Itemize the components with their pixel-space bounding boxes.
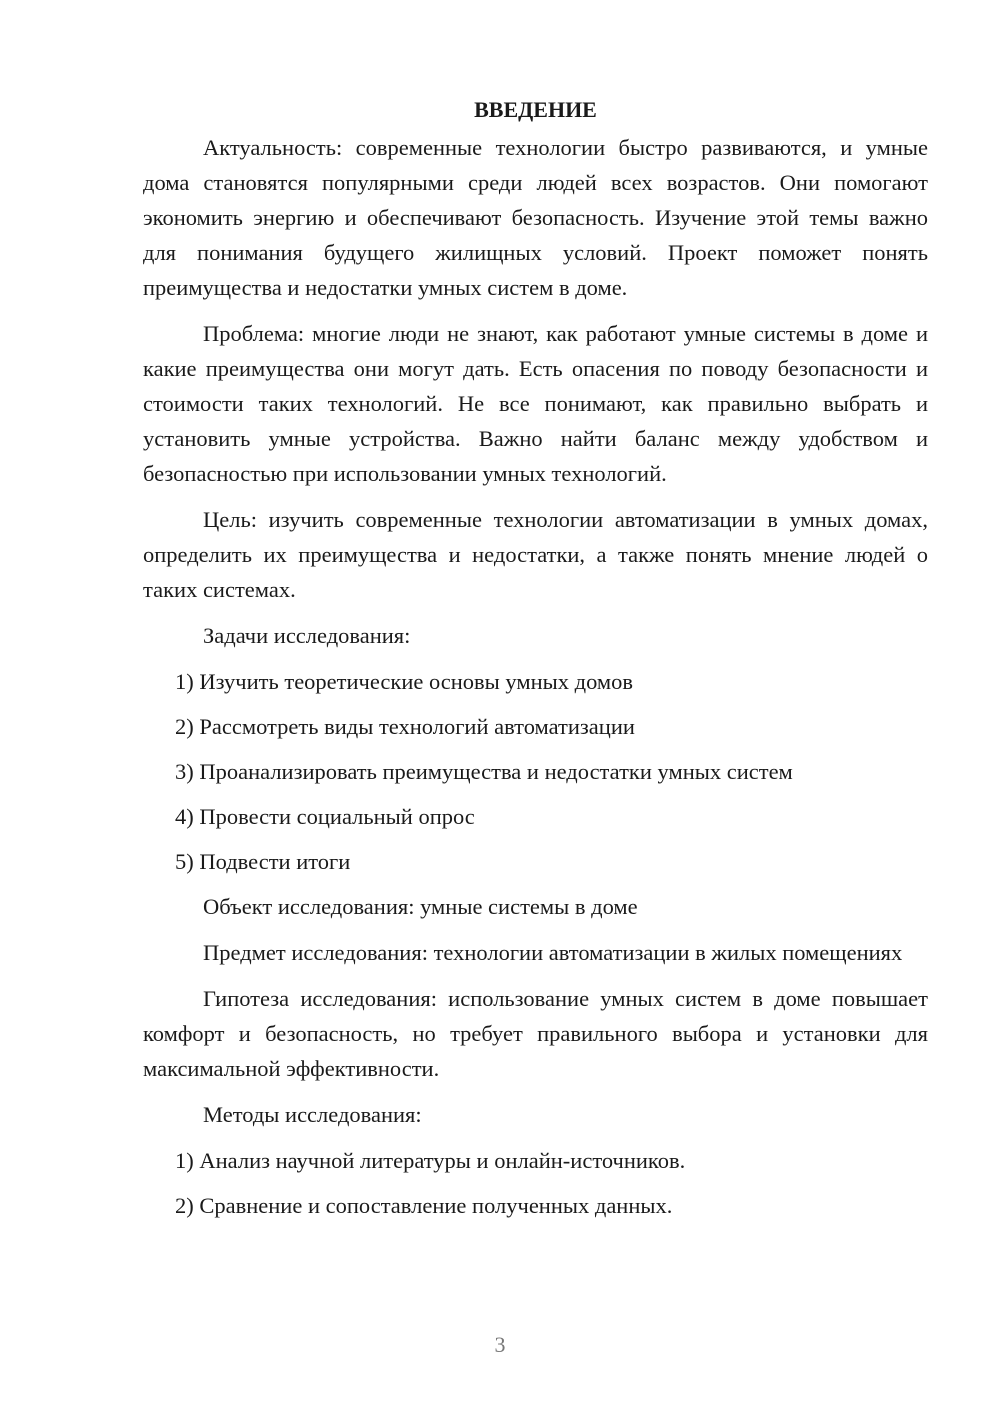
list-item: 4) Провести социальный опрос <box>175 804 475 829</box>
paragraph-object: Объект исследования: умные системы в доме <box>203 894 638 919</box>
paragraph-goal: Цель: изучить современные технологии автоматизации в умных домах, определить их преимущества и недостатки, а также понять мнение людей о таких системах. <box>143 507 928 602</box>
paragraph-hypothesis: Гипотеза исследования: использование умных систем в доме повышает комфорт и безопасность, но требует правильного выбора и установки для максимальной эффективности. <box>143 986 928 1081</box>
list-item: 3) Проанализировать преимущества и недостатки умных систем <box>175 759 793 784</box>
methods-title: Методы исследования: <box>203 1102 422 1127</box>
page-number: 3 <box>494 1332 506 1357</box>
list-item: 2) Сравнение и сопоставление полученных данных. <box>175 1193 673 1218</box>
document-page <box>143 92 928 1233</box>
tasks-list <box>143 664 928 879</box>
paragraph-subject: Предмет исследования: технологии автоматизации в жилых помещениях <box>203 940 903 965</box>
section-heading: ВВЕДЕНИЕ <box>474 97 597 122</box>
methods-list <box>143 1143 928 1223</box>
list-item: 2) Рассмотреть виды технологий автоматизации <box>175 714 635 739</box>
paragraph-problem: Проблема: многие люди не знают, как работают умные системы в доме и какие преимущества они могут дать. Есть опасения по поводу безопасности и стоимости таких технологий. Не все понимают, как правильно выбрать и установить умные устройства. Важно найти баланс между удобством и безопасностью при использовании умных технологий. <box>143 321 928 486</box>
list-item: 1) Анализ научной литературы и онлайн-источников. <box>175 1148 686 1173</box>
paragraph-relevance: Актуальность: современные технологии быстро развиваются, и умные дома становятся популярными среди людей всех возрастов. Они помогают экономить энергию и обеспечивают безопасность. Изучение этой темы важно для понимания будущего жилищных условий. Проект поможет понять преимущества и недостатки умных систем в доме. <box>143 135 928 300</box>
list-item: 5) Подвести итоги <box>175 849 351 874</box>
tasks-title: Задачи исследования: <box>203 623 411 648</box>
list-item: 1) Изучить теоретические основы умных домов <box>175 669 634 694</box>
